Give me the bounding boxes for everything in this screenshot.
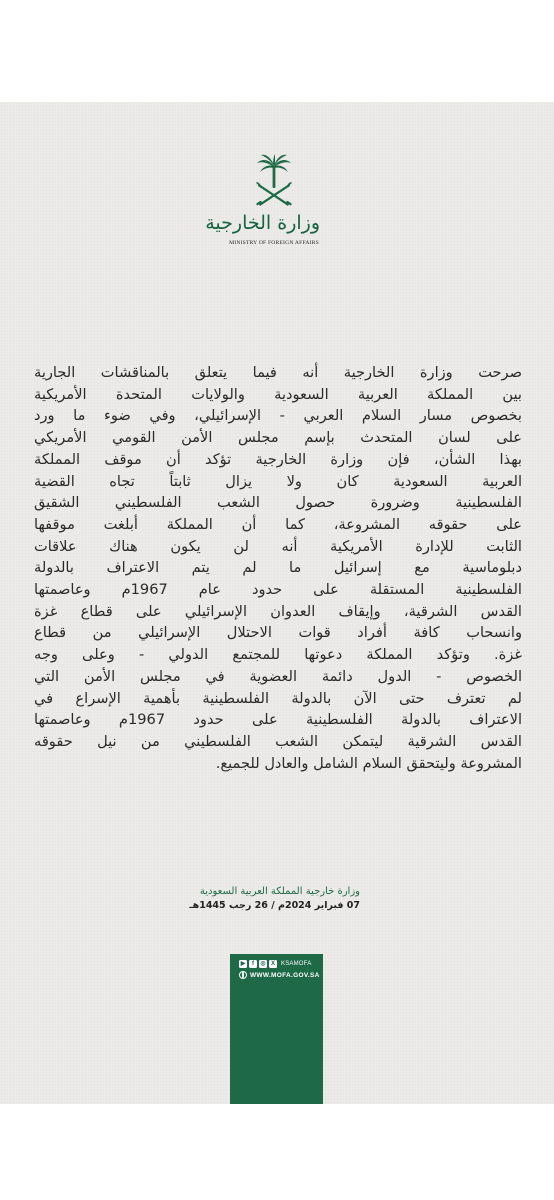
- bottom-margin: [0, 1104, 554, 1200]
- statement-line: غزة. وتؤكد المملكة دعوتها للمجتمع الدولي - وعلى وجه: [34, 646, 522, 664]
- saudi-emblem-icon: [254, 154, 294, 210]
- facebook-icon[interactable]: f: [249, 960, 257, 968]
- globe-icon: [239, 971, 247, 979]
- statement-line: لم تعترف حتى الآن بالدولة الفلسطينية بأهمية الإسراع في: [34, 689, 522, 707]
- statement-line: على لسان المتحدث بإسم مجلس الأمن القومي الأمريكي: [34, 429, 522, 447]
- statement-line: المشروعة وليتحقق السلام الشامل والعادل للجميع.: [215, 754, 522, 772]
- statement-line: القدس الشرقية، وإيقاف العدوان الإسرائيلي على قطاع غزة: [34, 602, 522, 620]
- ministry-logo: [205, 154, 320, 274]
- statement-line: دبلوماسية مع إسرائيل ما لم يتم الاعتراف بالدولة: [34, 559, 522, 577]
- statement-document: [0, 102, 554, 1104]
- website-link[interactable]: [239, 971, 320, 979]
- social-links: [239, 959, 311, 969]
- statement-line: صرحت وزارة الخارجية أنه فيما يتعلق بالمناقشات الجارية: [34, 364, 522, 381]
- statement-line: الخصوص - الدول دائمة العضوية في مجلس الأمن التي: [34, 667, 522, 685]
- statement-body: [34, 362, 522, 774]
- statement-line: وانسحاب كافة أفراد قوات الاحتلال الإسرائيلي من قطاع: [34, 624, 522, 642]
- statement-line: الاعتراف بالدولة الفلسطينية على حدود 1967م وعاصمتها: [34, 711, 522, 729]
- statement-line: بين المملكة العربية السعودية والولايات المتحدة الأمريكية: [34, 385, 522, 403]
- x-icon[interactable]: X: [270, 961, 275, 967]
- statement-line: بخصوص مسار السلام العربي - الإسرائيلي، وفي ضوء ما ورد: [34, 407, 522, 425]
- statement-line: العربية السعودية كان ولا يزال ثابتاً تجاه القضية: [34, 472, 522, 490]
- statement-line: الثابت للإدارة الأمريكية أنه لن يكون هناك علاقات: [34, 537, 522, 555]
- statement-line: القدس الشرقية ليتمكن الشعب الفلسطيني من نيل حقوقه: [34, 732, 522, 750]
- website-url[interactable]: WWW.MOFA.GOV.SA: [250, 971, 320, 979]
- signature-block: [160, 885, 360, 913]
- ministry-name-arabic: وزارة الخارجية: [205, 212, 320, 234]
- statement-line: الفلسطينية وضرورة حصول الشعب الفلسطيني الشقيق: [34, 494, 522, 512]
- statement-line: الفلسطينية المستقلة على حدود عام 1967م وعاصمتها: [34, 581, 522, 599]
- issuer-name: وزارة خارجية المملكة العربية السعودية: [199, 886, 360, 897]
- instagram-icon[interactable]: ◎: [260, 961, 266, 967]
- social-handle[interactable]: KSAMOFA: [281, 961, 312, 967]
- top-margin: [0, 0, 554, 102]
- contact-panel: [230, 954, 323, 1104]
- ministry-name-english: MINISTRY OF FOREIGN AFFAIRS: [229, 240, 319, 246]
- youtube-icon[interactable]: ▶: [240, 961, 246, 967]
- issue-date: 07 فبراير 2024م / 26 رجب 1445هـ: [189, 900, 360, 911]
- statement-line: على حقوقه المشروعة، كما أن المملكة أبلغت موقفها: [34, 515, 522, 533]
- statement-line: بهذا الشأن، فإن وزارة الخارجية تؤكد أن موقف المملكة: [34, 450, 522, 468]
